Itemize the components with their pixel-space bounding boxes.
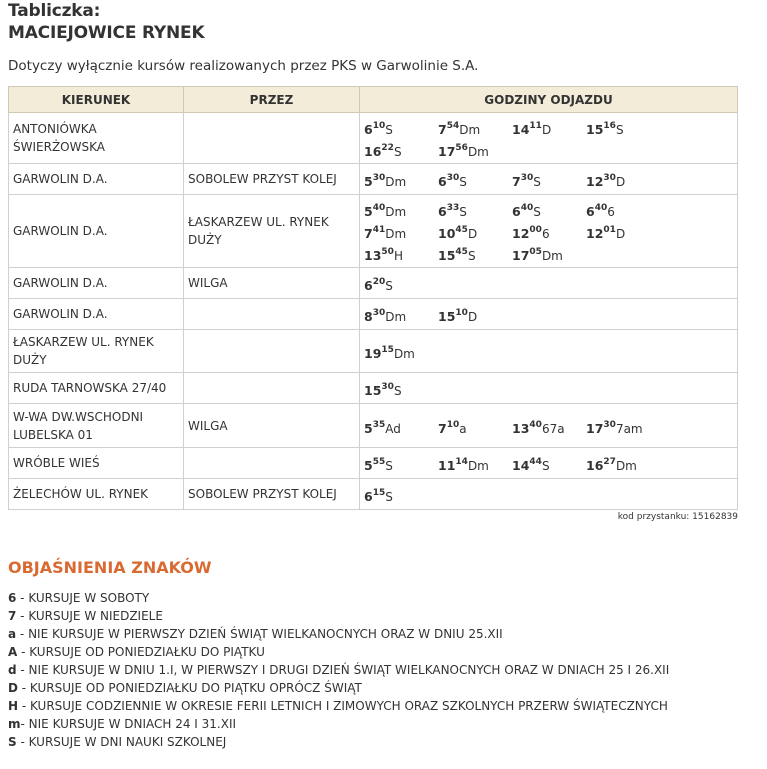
departure-symbols: S bbox=[385, 490, 393, 504]
legend-item bbox=[8, 589, 669, 607]
direction-cell: ANTONIÓWKA ŚWIERŻOWSKA bbox=[9, 113, 184, 164]
departures-cell bbox=[360, 479, 738, 510]
departure-symbols: 67a bbox=[541, 421, 565, 436]
departure-time bbox=[364, 198, 438, 220]
departure-symbols: S bbox=[393, 384, 402, 398]
table-row bbox=[9, 195, 738, 268]
departure-time bbox=[364, 116, 438, 138]
via-cell bbox=[184, 330, 360, 373]
direction-cell: GARWOLIN D.A. bbox=[9, 268, 184, 299]
departure-hour: 12 bbox=[586, 226, 604, 241]
departure-symbols: S bbox=[533, 205, 541, 219]
departure-hour: 6 bbox=[438, 174, 447, 189]
direction-cell: GARWOLIN D.A. bbox=[9, 299, 184, 330]
departure-minute: 30 bbox=[372, 173, 386, 183]
legend-description: - NIE KURSUJE W DNIACH 24 I 31.XII bbox=[20, 717, 237, 731]
departure-time bbox=[512, 452, 586, 474]
table-row bbox=[9, 299, 738, 330]
table-row bbox=[9, 404, 738, 448]
legend-symbol: D bbox=[8, 681, 18, 695]
departure-time bbox=[512, 220, 586, 242]
departure-minute: 30 bbox=[446, 173, 460, 183]
departure-minute: 44 bbox=[529, 457, 542, 467]
legend-item bbox=[8, 733, 669, 751]
via-cell: ŁASKARZEW UL. RYNEK DUŻY bbox=[184, 195, 360, 268]
timetable-body bbox=[9, 113, 738, 510]
legend-item bbox=[8, 607, 669, 625]
departure-time bbox=[364, 138, 438, 160]
departure-minute: 54 bbox=[446, 121, 460, 131]
departure-symbols: S bbox=[385, 123, 393, 137]
legend-symbol: 6 bbox=[8, 591, 17, 605]
direction-cell: W-WA DW.WSCHODNI LUBELSKA 01 bbox=[9, 404, 184, 448]
departure-time bbox=[364, 452, 438, 474]
departure-time bbox=[512, 168, 586, 190]
departure-symbols: Dm bbox=[385, 175, 407, 189]
direction-cell: WRÓBLE WIEŚ bbox=[9, 448, 184, 479]
departure-symbols: Dm bbox=[393, 347, 415, 361]
departures-cell bbox=[360, 113, 738, 164]
via-cell: WILGA bbox=[184, 268, 360, 299]
departure-minute: 40 bbox=[520, 203, 534, 213]
table-row bbox=[9, 330, 738, 373]
legend-description: - NIE KURSUJE W PIERWSZY DZIEŃ ŚWIĄT WIELKANOCNYCH ORAZ W DNIU 25.XII bbox=[16, 627, 503, 641]
departure-symbols: S bbox=[541, 459, 550, 473]
departures-cell bbox=[360, 164, 738, 195]
legend-title: OBJAŚNIENIA ZNAKÓW bbox=[8, 558, 212, 577]
column-header-via: PRZEZ bbox=[184, 87, 360, 113]
direction-cell: ŁASKARZEW UL. RYNEK DUŻY bbox=[9, 330, 184, 373]
legend-description: - NIE KURSUJE W DNIU 1.I, W PIERWSZY I DRUGI DZIEŃ ŚWIĄT WIELKANOCNYCH ORAZ W DNIACH 25 I 26.XII bbox=[16, 663, 670, 677]
departure-symbols: S bbox=[385, 279, 393, 293]
stop-code: kod przystanku: 15162839 bbox=[617, 512, 738, 522]
departure-minute: 15 bbox=[372, 488, 386, 498]
departure-minute: 05 bbox=[529, 247, 542, 257]
legend-symbol: a bbox=[8, 627, 17, 641]
departure-hour: 5 bbox=[364, 420, 373, 436]
departure-list bbox=[364, 483, 733, 505]
departure-hour: 6 bbox=[438, 204, 447, 219]
operator-note: Dotyczy wyłącznie kursów realizowanych przez PKS w Garwolinie S.A. bbox=[8, 58, 479, 74]
legend-description: - KURSUJE CODZIENNIE W OKRESIE FERII LETNICH I ZIMOWYCH ORAZ SZKOLNYCH PRZERW ŚWIĄTECZNYCH bbox=[18, 699, 668, 713]
via-cell bbox=[184, 299, 360, 330]
departure-hour: 17 bbox=[586, 420, 604, 436]
departure-minute: 01 bbox=[603, 225, 616, 235]
departure-time bbox=[364, 377, 438, 399]
departure-hour: 15 bbox=[586, 122, 604, 137]
legend-item bbox=[8, 643, 669, 661]
legend-description: - KURSUJE OD PONIEDZIAŁKU DO PIĄTKU OPRÓCZ ŚWIĄT bbox=[17, 681, 362, 695]
table-row bbox=[9, 113, 738, 164]
stop-name: MACIEJOWICE RYNEK bbox=[8, 23, 205, 43]
direction-cell: ŻELECHÓW UL. RYNEK bbox=[9, 479, 184, 510]
departure-minute: 40 bbox=[372, 203, 386, 213]
departure-list bbox=[364, 272, 733, 294]
table-row bbox=[9, 448, 738, 479]
departure-hour: 6 bbox=[364, 122, 373, 137]
departure-symbols: Dm bbox=[385, 227, 407, 241]
departure-minute: 22 bbox=[381, 143, 394, 153]
departure-symbols: H bbox=[393, 249, 403, 263]
departure-time bbox=[364, 340, 438, 362]
departure-hour: 6 bbox=[364, 278, 373, 293]
departure-list bbox=[364, 116, 733, 160]
legend-description: - KURSUJE W NIEDZIELE bbox=[16, 609, 163, 623]
departure-minute: 56 bbox=[455, 143, 468, 153]
departure-minute: 30 bbox=[381, 382, 394, 392]
departures-cell bbox=[360, 373, 738, 404]
direction-cell: RUDA TARNOWSKA 27/40 bbox=[9, 373, 184, 404]
departure-time bbox=[438, 138, 512, 160]
departure-minute: 10 bbox=[372, 121, 386, 131]
departure-list bbox=[364, 377, 733, 399]
departure-list bbox=[364, 168, 733, 190]
departure-time bbox=[364, 242, 438, 264]
departure-hour: 12 bbox=[586, 174, 604, 189]
departure-time bbox=[438, 303, 512, 325]
departures-cell bbox=[360, 330, 738, 373]
legend-description: - KURSUJE W SOBOTY bbox=[16, 591, 150, 605]
departure-minute: 50 bbox=[381, 247, 394, 257]
departure-symbols: Dm bbox=[467, 459, 489, 473]
via-cell: WILGA bbox=[184, 404, 360, 448]
legend-symbol: A bbox=[8, 645, 18, 659]
departure-hour: 5 bbox=[364, 458, 373, 473]
departure-hour: 5 bbox=[364, 204, 373, 219]
departure-minute: 20 bbox=[372, 277, 386, 287]
departure-minute: 30 bbox=[372, 308, 386, 318]
departure-list bbox=[364, 415, 733, 437]
legend-item bbox=[8, 625, 669, 643]
departure-symbols: S bbox=[533, 175, 541, 189]
direction-cell: GARWOLIN D.A. bbox=[9, 164, 184, 195]
legend-item bbox=[8, 661, 669, 679]
legend-symbol: m bbox=[8, 717, 21, 731]
departure-time bbox=[586, 452, 660, 474]
via-cell: SOBOLEW PRZYST KOLEJ bbox=[184, 164, 360, 195]
departure-symbols: 6 bbox=[607, 205, 615, 219]
departure-minute: 40 bbox=[529, 419, 542, 430]
departure-hour: 6 bbox=[512, 204, 521, 219]
departure-minute: 10 bbox=[446, 419, 460, 430]
departures-cell bbox=[360, 448, 738, 479]
departure-time bbox=[438, 116, 512, 138]
departure-time bbox=[438, 415, 512, 437]
departure-minute: 40 bbox=[594, 203, 608, 213]
departure-minute: 30 bbox=[603, 419, 616, 430]
departure-symbols: S bbox=[459, 205, 467, 219]
timetable bbox=[8, 86, 738, 510]
legend-item bbox=[8, 715, 669, 733]
departure-hour: 7 bbox=[364, 226, 373, 241]
departure-hour: 12 bbox=[512, 226, 530, 241]
departure-list bbox=[364, 340, 733, 362]
departure-hour: 14 bbox=[512, 458, 530, 473]
departure-list bbox=[364, 303, 733, 325]
legend-symbol: d bbox=[8, 663, 17, 677]
departure-time bbox=[438, 198, 512, 220]
departure-hour: 7 bbox=[438, 122, 447, 137]
departure-time bbox=[438, 168, 512, 190]
departure-hour: 16 bbox=[364, 144, 382, 159]
departure-time bbox=[586, 116, 660, 138]
departure-hour: 7 bbox=[438, 420, 447, 436]
page-label: Tabliczka: bbox=[8, 1, 101, 21]
departure-symbols: S bbox=[467, 249, 476, 263]
legend-symbol: S bbox=[8, 735, 17, 749]
departure-list bbox=[364, 198, 733, 264]
departure-time bbox=[364, 168, 438, 190]
legend-list bbox=[8, 589, 669, 751]
via-cell bbox=[184, 448, 360, 479]
departure-minute: 14 bbox=[455, 457, 468, 467]
departure-minute: 16 bbox=[603, 121, 616, 131]
departure-time bbox=[438, 452, 512, 474]
table-row bbox=[9, 268, 738, 299]
departure-symbols: Dm bbox=[459, 123, 481, 137]
table-header-row bbox=[9, 87, 738, 113]
departure-time bbox=[438, 242, 512, 264]
departure-time bbox=[364, 303, 438, 325]
column-header-departures: GODZINY ODJAZDU bbox=[360, 87, 738, 113]
departure-symbols: Dm bbox=[615, 459, 637, 473]
departure-minute: 41 bbox=[372, 225, 386, 235]
departure-hour: 15 bbox=[438, 309, 456, 324]
departure-time bbox=[586, 168, 660, 190]
departure-symbols: D bbox=[615, 227, 626, 241]
legend-item bbox=[8, 697, 669, 715]
column-header-direction: KIERUNEK bbox=[9, 87, 184, 113]
departure-minute: 30 bbox=[520, 173, 534, 183]
departure-hour: 17 bbox=[438, 144, 456, 159]
departure-hour: 11 bbox=[438, 458, 456, 473]
departure-hour: 13 bbox=[364, 248, 382, 263]
departure-symbols: 7am bbox=[615, 421, 643, 436]
departure-symbols: Dm bbox=[467, 145, 489, 159]
departure-time bbox=[586, 198, 660, 220]
departure-symbols: Ad bbox=[385, 421, 401, 436]
departures-cell bbox=[360, 268, 738, 299]
departure-hour: 7 bbox=[512, 174, 521, 189]
table-row bbox=[9, 373, 738, 404]
departure-minute: 11 bbox=[529, 121, 542, 131]
legend-symbol: H bbox=[8, 699, 19, 713]
departure-minute: 35 bbox=[372, 419, 386, 430]
departure-hour: 8 bbox=[364, 309, 373, 324]
direction-cell: GARWOLIN D.A. bbox=[9, 195, 184, 268]
departure-hour: 15 bbox=[364, 383, 382, 398]
via-cell bbox=[184, 373, 360, 404]
departures-cell bbox=[360, 404, 738, 448]
departure-minute: 15 bbox=[381, 345, 394, 355]
departure-minute: 45 bbox=[455, 247, 468, 257]
departure-symbols: a bbox=[459, 421, 467, 436]
table-row bbox=[9, 164, 738, 195]
departure-time bbox=[364, 483, 438, 505]
departure-minute: 33 bbox=[446, 203, 460, 213]
departure-minute: 10 bbox=[455, 308, 468, 318]
departure-minute: 27 bbox=[603, 457, 616, 467]
departure-hour: 14 bbox=[512, 122, 530, 137]
departure-symbols: D bbox=[467, 310, 478, 324]
departure-time bbox=[438, 220, 512, 242]
legend-description: - KURSUJE W DNI NAUKI SZKOLNEJ bbox=[16, 735, 227, 749]
departure-time bbox=[586, 220, 660, 242]
departure-time bbox=[364, 415, 438, 437]
departure-minute: 30 bbox=[603, 173, 616, 183]
departure-symbols: 6 bbox=[541, 227, 550, 241]
departure-time bbox=[512, 242, 586, 264]
departure-symbols: D bbox=[541, 123, 552, 137]
departure-time bbox=[512, 116, 586, 138]
departure-minute: 55 bbox=[372, 457, 386, 467]
departure-minute: 45 bbox=[455, 225, 468, 235]
departure-time bbox=[364, 220, 438, 242]
departure-time bbox=[512, 415, 586, 437]
departure-symbols: Dm bbox=[385, 205, 407, 219]
departure-hour: 15 bbox=[438, 248, 456, 263]
departure-time bbox=[512, 198, 586, 220]
via-cell: SOBOLEW PRZYST KOLEJ bbox=[184, 479, 360, 510]
departure-time bbox=[364, 272, 438, 294]
departure-hour: 6 bbox=[586, 204, 595, 219]
departure-symbols: S bbox=[615, 123, 624, 137]
departure-symbols: Dm bbox=[541, 249, 563, 263]
departure-hour: 10 bbox=[438, 226, 456, 241]
departure-minute: 00 bbox=[529, 225, 542, 235]
departure-symbols: Dm bbox=[385, 310, 407, 324]
table-row bbox=[9, 479, 738, 510]
departures-cell bbox=[360, 195, 738, 268]
departure-time bbox=[586, 415, 660, 437]
departure-symbols: S bbox=[393, 145, 402, 159]
departure-hour: 19 bbox=[364, 346, 382, 361]
legend-symbol: 7 bbox=[8, 609, 17, 623]
departure-hour: 13 bbox=[512, 420, 530, 436]
departure-hour: 17 bbox=[512, 248, 530, 263]
departure-symbols: S bbox=[459, 175, 467, 189]
legend-item bbox=[8, 679, 669, 697]
departure-hour: 5 bbox=[364, 174, 373, 189]
legend-description: - KURSUJE OD PONIEDZIAŁKU DO PIĄTKU bbox=[17, 645, 265, 659]
departure-list bbox=[364, 452, 733, 474]
departure-symbols: S bbox=[385, 459, 393, 473]
departures-cell bbox=[360, 299, 738, 330]
departure-symbols: D bbox=[615, 175, 626, 189]
departure-hour: 16 bbox=[586, 458, 604, 473]
via-cell bbox=[184, 113, 360, 164]
departure-hour: 6 bbox=[364, 489, 373, 504]
departure-symbols: D bbox=[467, 227, 478, 241]
